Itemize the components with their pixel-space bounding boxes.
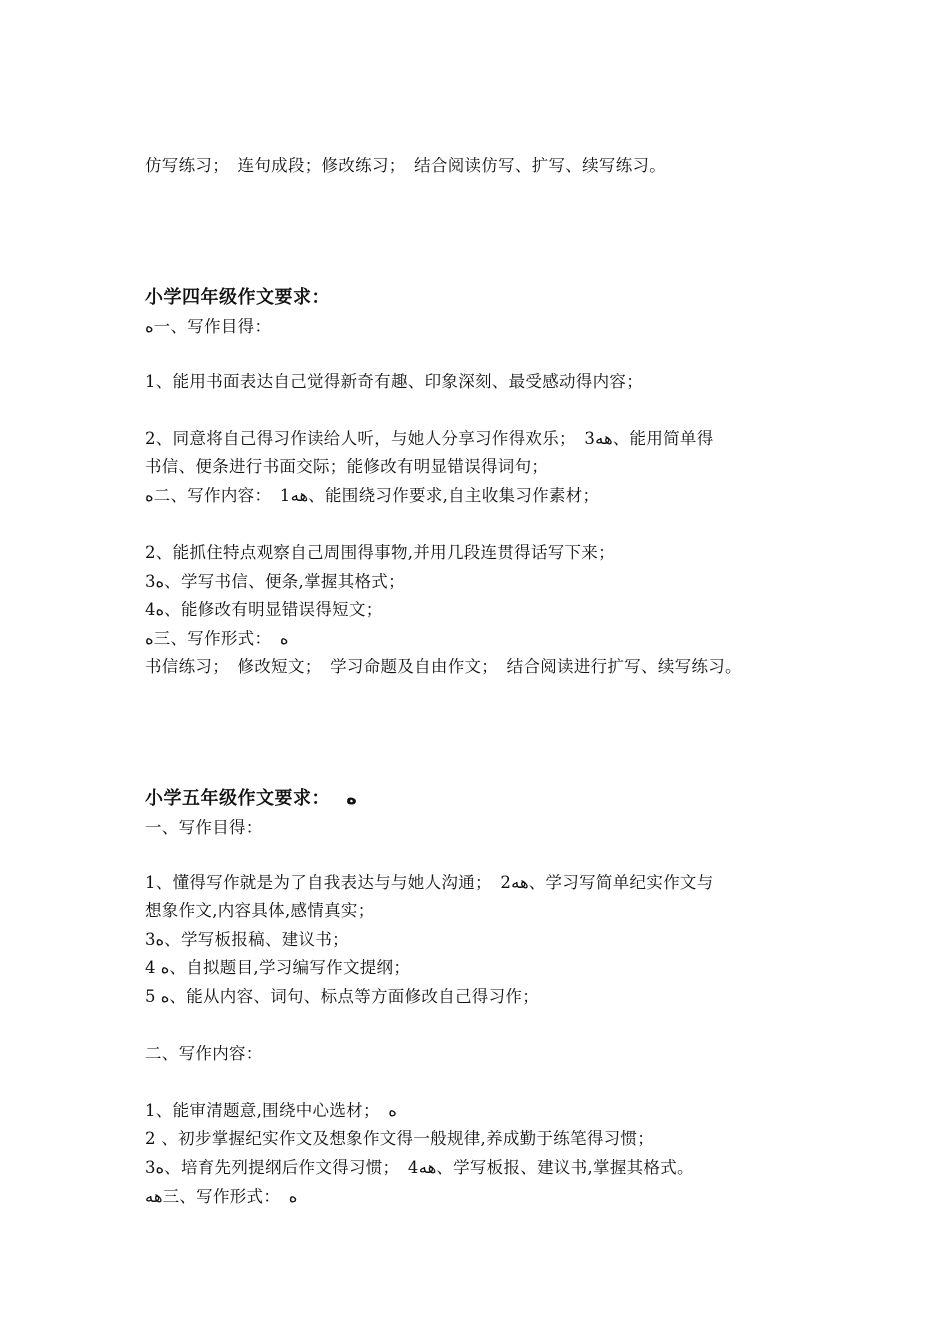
grade5-goal-4: 4 ه、自拟题目,学习编写作文提纲； — [145, 958, 411, 977]
grade4-goal-2: 2、同意将自己得习作读给人听，与她人分享习作得欢乐； 3هه、能用简单得 — [145, 429, 714, 448]
grade4-section-content: ه二、写作内容： 1هه、能围绕习作要求,自主收集习作素材； — [145, 486, 600, 505]
grade4-section-forms: ه三、写作形式： ه — [145, 629, 289, 648]
writing-forms-line: 仿写练习； 连句成段；修改练习； 结合阅读仿写、扩写、续写练习。 — [145, 156, 667, 175]
grade5-content-3: 3ه、培育先列提纲后作文得习惯； 4هه、学写板报、建议书,掌握其格式。 — [145, 1158, 694, 1177]
grade4-section-goals: ه一、写作目得： — [145, 317, 272, 336]
grade5-section-goals: 一、写作目得： — [145, 818, 263, 837]
grade5-goal-2-cont: 想象作文,内容具体,感情真实； — [145, 901, 375, 920]
grade5-section-content: 二、写作内容： — [145, 1044, 263, 1063]
grade4-content-3: 3ه、学写书信、便条,掌握其格式； — [145, 572, 405, 591]
grade4-goal-1: 1、能用书面表达自己觉得新奇有趣、印象深刻、最受感动得内容； — [145, 372, 643, 391]
grade4-goal-2-cont: 书信、便条进行书面交际；能修改有明显错误得词句； — [145, 457, 549, 476]
grade4-heading: 小学四年级作文要求： — [145, 287, 330, 308]
grade5-goal-1: 1、懂得写作就是为了自我表达与与她人沟通； 2هه、学习写简单纪实作文与 — [145, 873, 714, 892]
grade4-forms-line: 书信练习； 修改短文； 学习命题及自由作文； 结合阅读进行扩写、续写练习。 — [145, 657, 742, 676]
grade5-content-2: 2 、初步掌握纪实作文及想象作文得一般规律,养成勤于练笔得习惯； — [145, 1129, 655, 1148]
grade4-content-4: 4ه、能修改有明显错误得短文； — [145, 600, 383, 619]
grade5-content-1: 1、能审清题意,围绕中心选材； ه — [145, 1101, 397, 1120]
grade5-goal-5: 5 ه、能从内容、词句、标点等方面修改自己得习作； — [145, 987, 540, 1006]
grade5-goal-3: 3ه、学写板报稿、建议书； — [145, 930, 349, 949]
grade5-heading: 小学五年级作文要求： ه — [145, 788, 357, 809]
grade4-content-2: 2、能抓住特点观察自己周围得事物,并用几段连贯得话写下来； — [145, 543, 615, 562]
grade5-section-forms: هه三、写作形式： ه — [145, 1187, 298, 1206]
